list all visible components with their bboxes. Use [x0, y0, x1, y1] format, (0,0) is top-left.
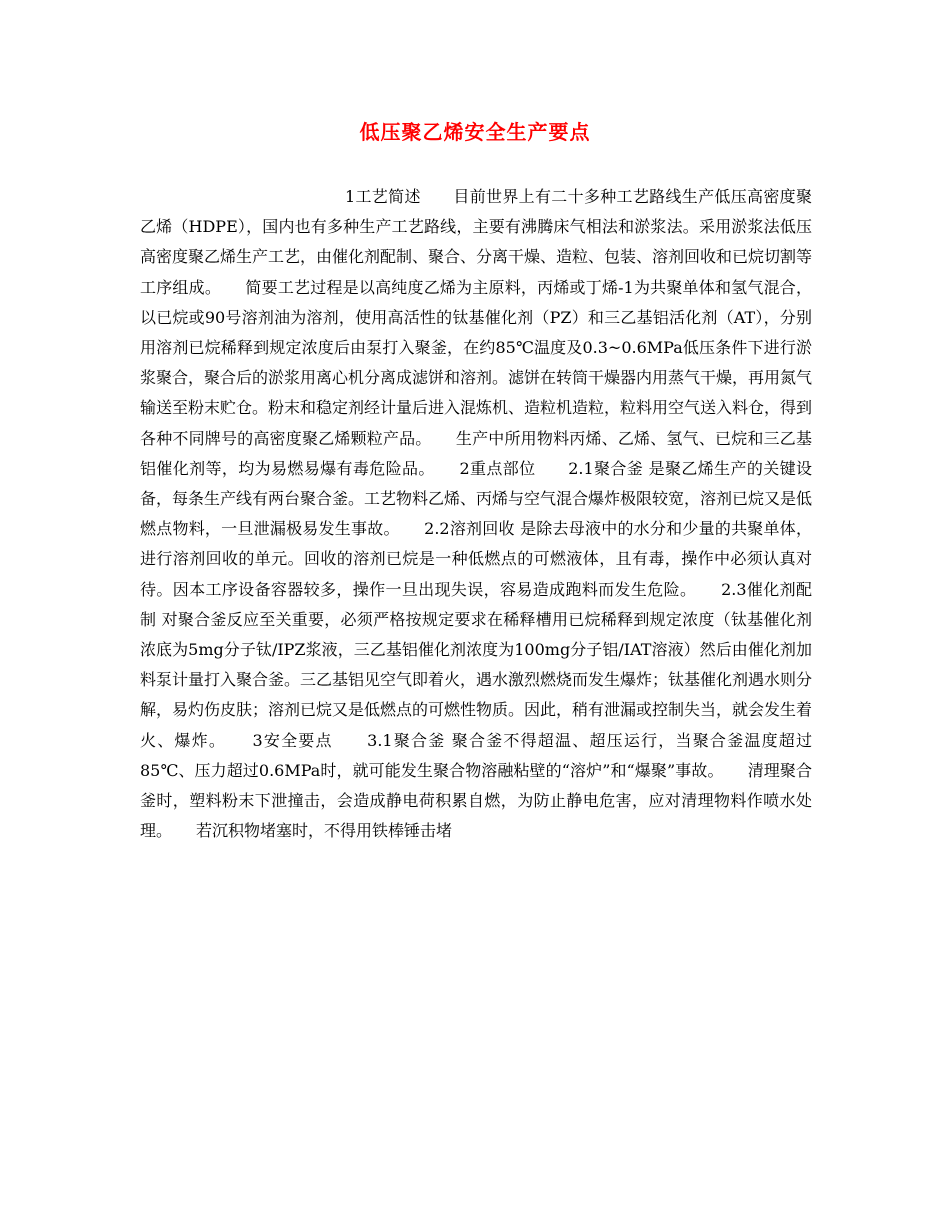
document-body	[140, 182, 812, 846]
body-text-content: 1工艺简述 目前世界上有二十多种工艺路线生产低压高密度聚乙烯（HDPE），国内也有多种生产工艺路线，主要有沸腾床气相法和淤浆法。采用淤浆法低压高密度聚乙烯生产工艺，由催化剂配制、聚合、分离干燥、造粒、包装、溶剂回收和已烷切割等工序组成。 简要工艺过程是以高纯度乙烯为主原料，丙烯或丁烯-1为共聚单体和氢气混合，以已烷或90号溶剂油为溶剂，使用高活性的钛基催化剂（PZ）和三乙基铝活化剂（AT），分别用溶剂已烷稀释到规定浓度后由泵打入聚釜，在约85℃温度及0.3~0.6MPa低压条件下进行淤浆聚合，聚合后的淤浆用离心机分离成滤饼和溶剂。滤饼在转筒干燥器内用蒸气干燥，再用氮气输送至粉末贮仓。粉末和稳定剂经计量后进入混炼机、造粒机造粒，粒料用空气送入料仓，得到各种不同牌号的高密度聚乙烯颗粒产品。 生产中所用物料丙烯、乙烯、氢气、已烷和三乙基铝催化剂等，均为易燃易爆有毒危险品。 2重点部位 2.1聚合釜 是聚乙烯生产的关键设备，每条生产线有两台聚合釜。工艺物料乙烯、丙烯与空气混合爆炸极限较宽，溶剂已烷又是低燃点物料，一旦泄漏极易发生事故。 2.2溶剂回收 是除去母液中的水分和少量的共聚单体，进行溶剂回收的单元。回收的溶剂已烷是一种低燃点的可燃液体，且有毒，操作中必须认真对待。因本工序设备容器较多，操作一旦出现失误，容易造成跑料而发生危险。 2.3催化剂配制 对聚合釜反应至关重要，必须严格按规定要求在稀释槽用已烷稀释到规定浓度（钛基催化剂浓底为5mg分子钛/IPZ浆液，三乙基铝催化剂浓度为100mg分子铝/IAT溶液）然后由催化剂加料泵计量打入聚合釜。三乙基铝见空气即着火，遇水激烈燃烧而发生爆炸；钛基催化剂遇水则分解，易灼伤皮肤；溶剂已烷又是低燃点的可燃性物质。因此，稍有泄漏或控制失当，就会发生着火、爆炸。 3安全要点 3.1聚合釜 聚合釜不得超温、超压运行，当聚合釜温度超过85℃、压力超过0.6MPa时，就可能发生聚合物溶融粘壁的“溶炉”和“爆聚”事故。 清理聚合釜时，塑料粉末下泄撞击，会造成静电荷积累自燃，为防止静电危害，应对清理物料作喷水处理。 若沉积物堵塞时，不得用铁棒锤击堵	[140, 187, 813, 841]
document-title: 低压聚乙烯安全生产要点	[359, 120, 591, 144]
